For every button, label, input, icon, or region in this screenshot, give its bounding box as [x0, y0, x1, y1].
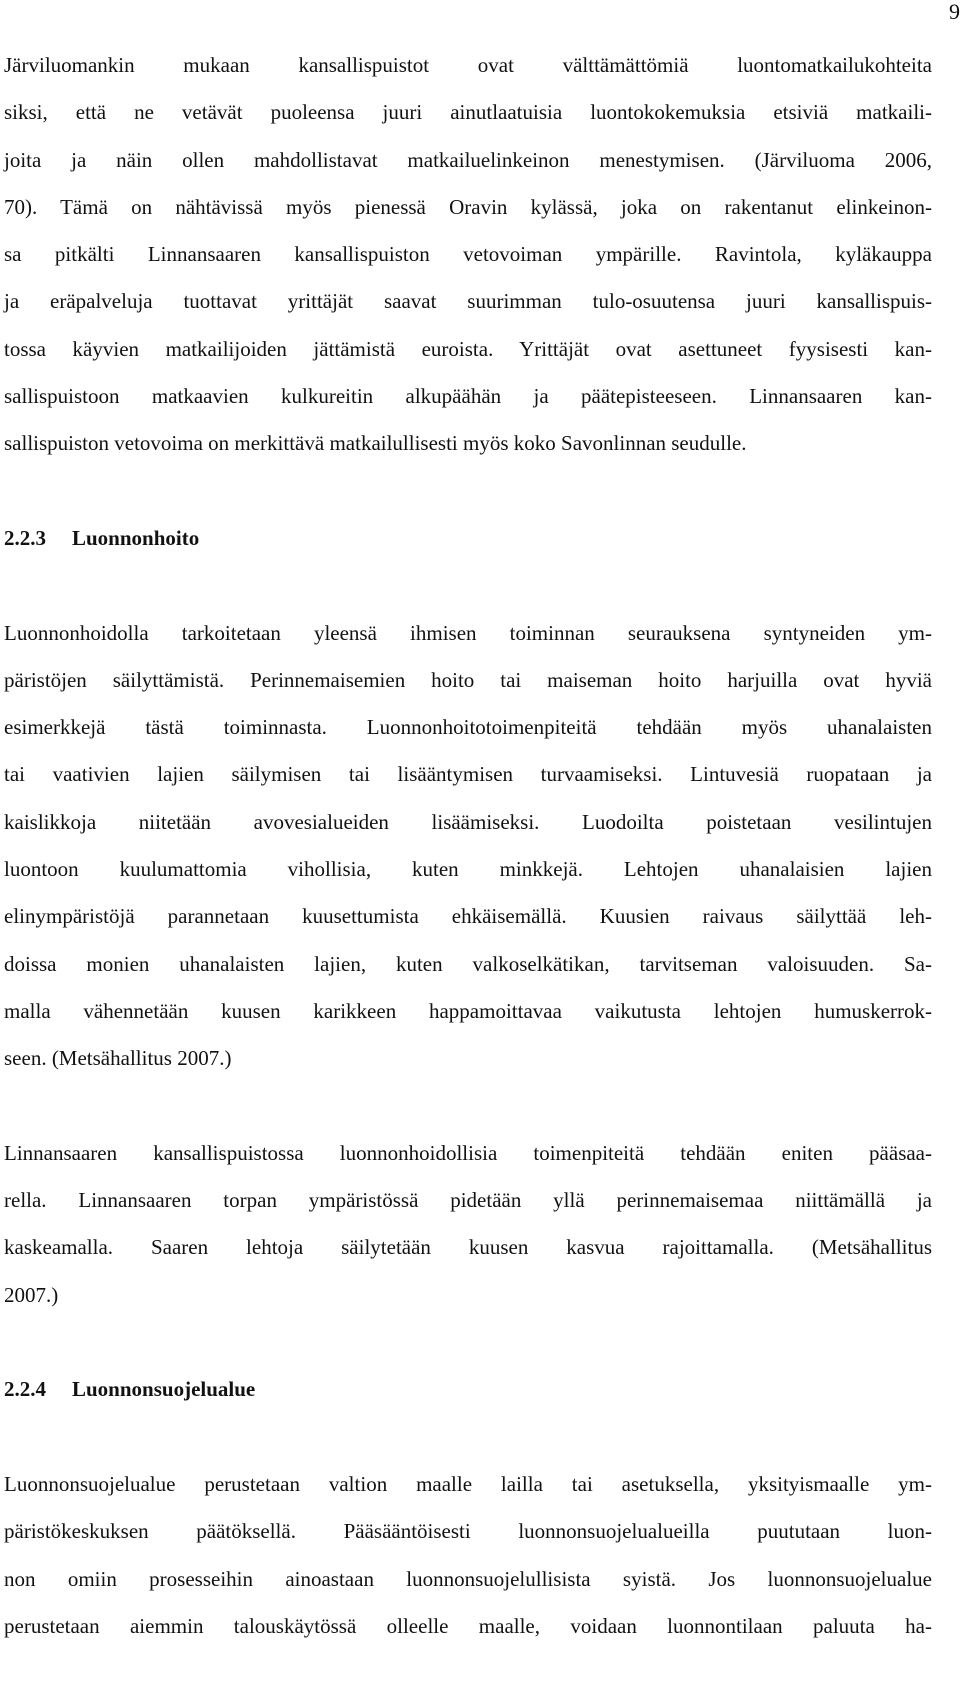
document-body: [4, 42, 932, 1650]
text-line: perustetaan aiemmin talouskäytössä olleelle maalle, voidaan luonnontilaan paluuta ha-: [4, 1613, 932, 1638]
text-line: tai vaativien lajien säilymisen tai lisääntymisen turvaamiseksi. Lintuvesiä ruopataan ja: [4, 762, 932, 787]
text-line: luontoon kuulumattomia vihollisia, kuten minkkejä. Lehtojen uhanalaisien lajien: [4, 857, 932, 882]
text-line: esimerkkejä tästä toiminnasta. Luonnonhoitotoimenpiteitä tehdään myös uhanalaisten: [4, 715, 932, 740]
paragraph-luonnonsuojelualue: [4, 1461, 932, 1650]
text-line: seen. (Metsähallitus 2007.): [4, 1046, 232, 1071]
spacer: [4, 1319, 932, 1366]
text-line: elinympäristöjä parannetaan kuusettumista ehkäisemällä. Kuusien raivaus säilyttää leh-: [4, 904, 932, 929]
spacer: [4, 1083, 932, 1130]
text-line: Luonnonsuojelualue perustetaan valtion maalle lailla tai asetuksella, yksityismaalle ym-: [4, 1471, 932, 1496]
text-line: Linnansaaren kansallispuistossa luonnonhoidollisia toimenpiteitä tehdään eniten pääsaa-: [4, 1140, 932, 1165]
text-line: joita ja näin ollen mahdollistavat matkailuelinkeinon menestymisen. (Järviluoma 2006,: [4, 147, 932, 172]
spacer: [4, 1414, 932, 1461]
section-number: 2.2.4: [4, 1377, 46, 1402]
text-line: kaislikkoja niitetään avovesialueiden lisäämiseksi. Luodoilta poistetaan vesilintujen: [4, 809, 932, 834]
text-line: sallispuiston vetovoima on merkittävä matkailullisesti myös koko Savonlinnan seudulle.: [4, 431, 747, 456]
paragraph-luonnonhoito: [4, 610, 932, 1083]
section-title: Luonnonsuojelualue: [72, 1377, 256, 1402]
text-line: 70). Tämä on nähtävissä myös pienessä Oravin kylässä, joka on rakentanut elinkeinon-: [4, 194, 932, 219]
page-number: 9: [949, 0, 960, 24]
text-line: non omiin prosesseihin ainoastaan luonnonsuojelullisista syistä. Jos luonnonsuojelualue: [4, 1566, 932, 1591]
text-line: ja eräpalveluja tuottavat yrittäjät saavat suurimman tulo-osuutensa juuri kansallispuis-: [4, 289, 932, 314]
text-line: doissa monien uhanalaisten lajien, kuten valkoselkätikan, tarvitseman valoisuuden. Sa-: [4, 951, 932, 976]
text-line: 2007.): [4, 1282, 59, 1307]
text-line: kaskeamalla. Saaren lehtoja säilytetään kuusen kasvua rajoittamalla. (Metsähallitus: [4, 1235, 932, 1260]
section-heading-luonnonhoito: [4, 515, 932, 562]
text-line: Järviluomankin mukaan kansallispuistot ovat välttämättömiä luontomatkailukohteita: [4, 53, 932, 77]
text-line: Luonnonhoidolla tarkoitetaan yleensä ihmisen toiminnan seurauksena syntyneiden ym-: [4, 620, 932, 645]
text-line: tossa käyvien matkailijoiden jättämistä euroista. Yrittäjät ovat asettuneet fyysisesti kan-: [4, 336, 932, 361]
section-heading-luonnonsuojelualue: [4, 1366, 932, 1413]
paragraph-kansallispuistot: [4, 42, 932, 468]
text-line: päristökeskuksen päätöksellä. Pääsääntöisesti luonnonsuojelualueilla puututaan luon-: [4, 1519, 932, 1544]
text-line: sallispuistoon matkaavien kulkureitin alkupäähän ja päätepisteeseen. Linnansaaren kan-: [4, 384, 932, 409]
spacer: [4, 562, 932, 609]
section-number: 2.2.3: [4, 525, 46, 550]
text-line: siksi, että ne vetävät puoleensa juuri ainutlaatuisia luontokokemuksia etsiviä matkaili-: [4, 100, 932, 125]
spacer: [4, 468, 932, 515]
text-line: päristöjen säilyttämistä. Perinnemaisemien hoito tai maiseman hoito harjuilla ovat hyviä: [4, 667, 932, 692]
text-line: malla vähennetään kuusen karikkeen happamoittavaa vaikutusta lehtojen humuskerrok-: [4, 998, 932, 1023]
section-title: Luonnonhoito: [72, 525, 200, 550]
paragraph-linnansaari-hoito: [4, 1130, 932, 1319]
text-line: rella. Linnansaaren torpan ympäristössä pidetään yllä perinnemaisemaa niittämällä ja: [4, 1188, 932, 1213]
text-line: sa pitkälti Linnansaaren kansallispuiston vetovoiman ympärille. Ravintola, kyläkauppa: [4, 242, 932, 267]
